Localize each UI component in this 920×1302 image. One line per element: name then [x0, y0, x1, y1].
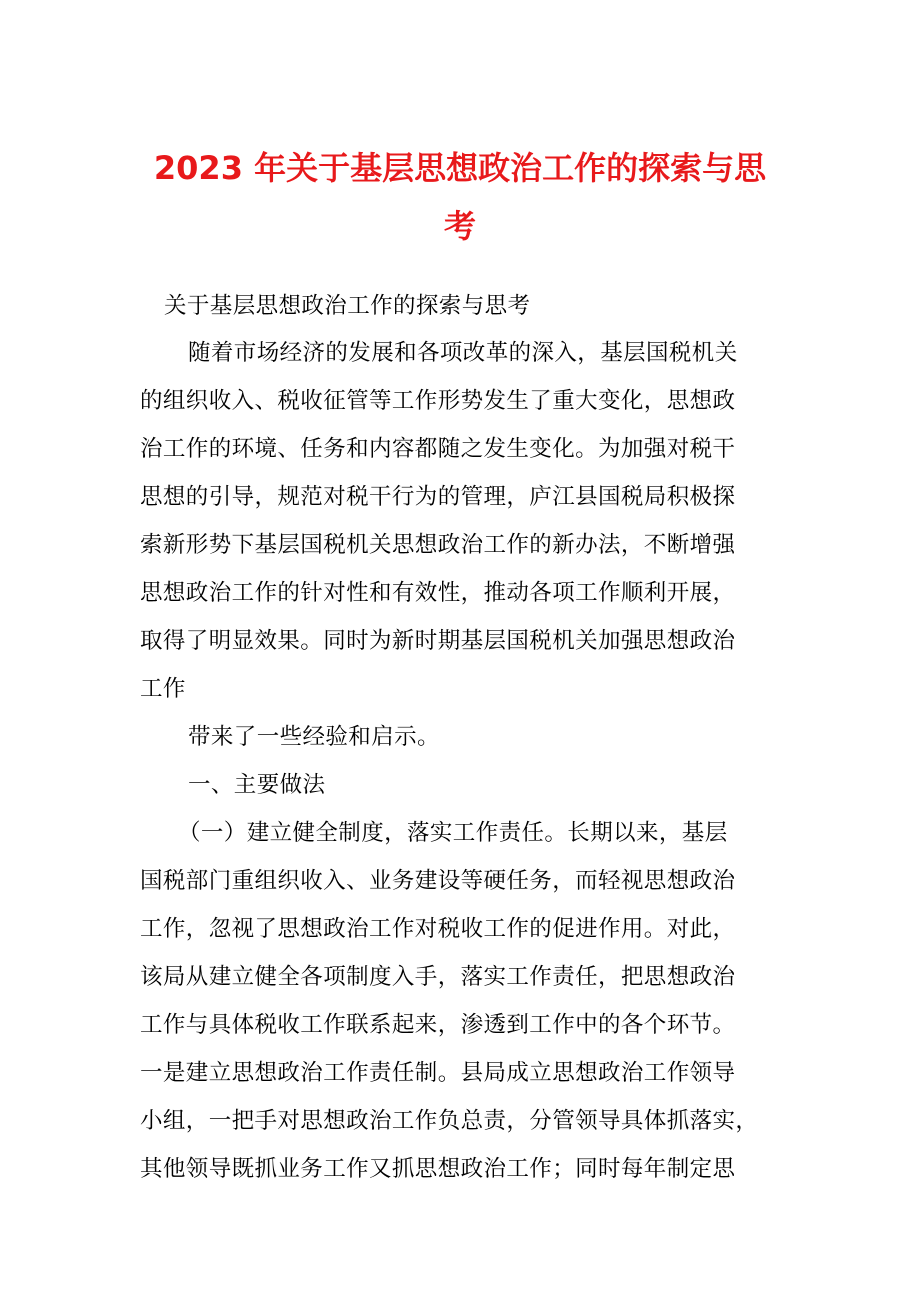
- paragraph-1-line: 随着市场经济的发展和各项改革的深入，基层国税机关: [188, 340, 738, 366]
- document-title-line-1: 2023 年关于基层思想政治工作的探索与思: [153, 149, 767, 187]
- paragraph-1-line: 思想政治工作的针对性和有效性，推动各项工作顺利开展，: [140, 580, 736, 606]
- paragraph-1-line: 思想的引导，规范对税干行为的管理，庐江县国税局积极探: [140, 484, 736, 510]
- paragraph-3-line: 该局从建立健全各项制度入手，落实工作责任，把思想政治: [140, 964, 736, 990]
- section-heading: 一、主要做法: [188, 772, 326, 798]
- paragraph-2: 带来了一些经验和启示。: [188, 724, 440, 750]
- paragraph-1-line: 取得了明显效果。同时为新时期基层国税机关加强思想政治: [140, 628, 736, 654]
- paragraph-1-line: 治工作的环境、任务和内容都随之发生变化。为加强对税干: [140, 436, 736, 462]
- paragraph-1-line: 工作: [140, 676, 186, 702]
- paragraph-3-line: 小组，一把手对思想政治工作负总责，分管领导具体抓落实，: [140, 1108, 759, 1134]
- paragraph-1-line: 索新形势下基层国税机关思想政治工作的新办法，不断增强: [140, 532, 736, 558]
- paragraph-3-line: 一是建立思想政治工作责任制。县局成立思想政治工作领导: [140, 1060, 736, 1086]
- paragraph-3-line: 工作与具体税收工作联系起来，渗透到工作中的各个环节。: [140, 1012, 736, 1038]
- document-subtitle: 关于基层思想政治工作的探索与思考: [164, 293, 531, 319]
- document-title-line-2: 考: [443, 207, 476, 245]
- paragraph-3-line: 国税部门重组织收入、业务建设等硬任务，而轻视思想政治: [140, 868, 736, 894]
- paragraph-3-line: 工作，忽视了思想政治工作对税收工作的促进作用。对此，: [140, 916, 736, 942]
- paragraph-3-line: （一）建立健全制度，落实工作责任。长期以来，基层: [178, 820, 728, 846]
- paragraph-3-line: 其他领导既抓业务工作又抓思想政治工作；同时每年制定思: [140, 1156, 736, 1182]
- paragraph-1-line: 的组织收入、税收征管等工作形势发生了重大变化，思想政: [140, 388, 736, 414]
